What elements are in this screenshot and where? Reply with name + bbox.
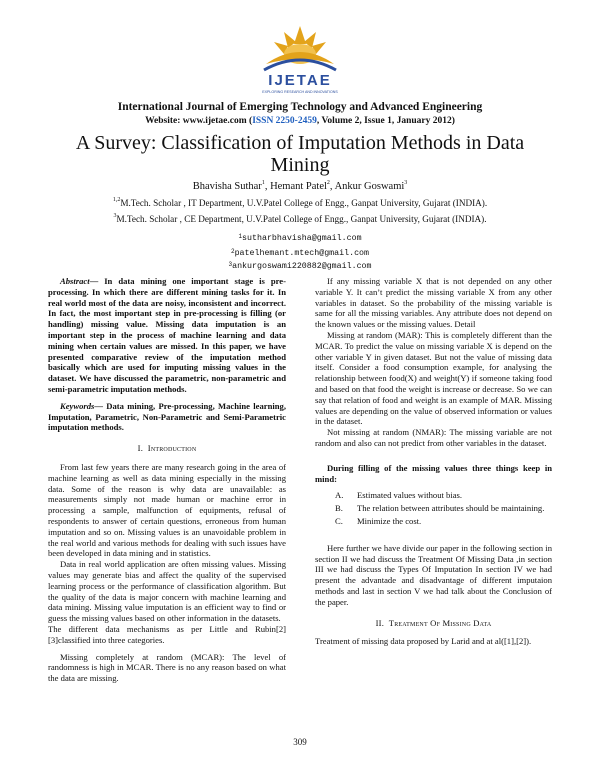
section-number: I. [137, 443, 144, 454]
outline-paragraph: Here further we have divide our paper in the following section in section II we had discuss the Treatment Of Missing Data ,in section III we had discuss the Types Of Imputation In section IV we had present the advantade and disadvantage of different imputaion methods and last in section V we had talk about the Conclusion of the paper. [315, 542, 552, 607]
title-line-2: Mining [270, 154, 330, 176]
website-prefix: Website: www.ijetae.com ( [145, 116, 253, 126]
intro-paragraph-3: The different data mechanisms as per Little and Rubin[2][3]classified into three categories. [48, 623, 286, 645]
journal-logo [254, 20, 346, 100]
list-item [315, 490, 552, 501]
author-sup: 1 [261, 180, 265, 186]
nmar-paragraph: Not missing at random (NMAR): The missing variable are not random and also can not predict from other variables in the dataset. [315, 427, 552, 448]
list-item [315, 516, 552, 527]
affiliation-text: M.Tech. Scholar , CE Department, U.V.Patel College of Engg., Ganpat University, Gujarat (INDIA). [116, 214, 487, 224]
author-sup: 3 [404, 180, 408, 186]
website-suffix: , Volume 2, Issue 1, January 2012) [316, 116, 455, 126]
author-list [0, 181, 600, 192]
keywords-label: Keywords [60, 400, 95, 411]
affiliation-sup: 3 [113, 213, 117, 219]
left-column [48, 276, 286, 684]
page-number: 309 [293, 737, 307, 747]
list-item [315, 503, 552, 514]
section-heading-introduction [48, 443, 286, 454]
email-2 [0, 249, 600, 258]
email-address[interactable]: patelhemant.mtech@gmail.com [234, 249, 370, 258]
abstract-label: Abstract [60, 276, 90, 286]
email-3 [0, 262, 600, 271]
email-address[interactable]: sutharbhavisha@gmail.com [242, 234, 362, 243]
list-label: A. [335, 490, 344, 501]
affiliation-1 [0, 198, 600, 208]
author-name: Bhavisha Suthar [192, 181, 262, 192]
list-label: B. [335, 503, 343, 514]
section-title: Treatment Of Missing Data [388, 617, 492, 628]
right-column [315, 276, 552, 647]
section-heading-treatment [315, 618, 552, 629]
section-title: Introduction [147, 443, 197, 454]
affiliation-2 [0, 214, 600, 224]
affiliation-text: M.Tech. Scholar , IT Department, U.V.Patel College of Engg., Ganpat University, Gujarat (INDIA). [120, 198, 488, 208]
abstract-text: — In data mining one important stage is pre-processing. In which there are different mining tasks for it. In real world most of the data are noisy, inconsistent and incorrect. In fact, the most important step in pre-processing is filling (or handling) missing value. Missing data imputation is an important step in the process of machine learning and data mining when certain values are missed. In this paper, we have presented comparative review of the imputation method basically which are used for imputing missing values in the dataset. We have discussed the parametric, non-parametric and semi-parametric imputation methods. [48, 276, 286, 394]
journal-name: International Journal of Emerging Technology and Advanced Engineering [117, 101, 483, 113]
email-sup: 2 [230, 248, 235, 255]
filling-list [315, 490, 552, 526]
list-label: C. [335, 515, 343, 526]
author-separator: , [329, 181, 335, 192]
intro-paragraph-1: From last few years there are many research going in the area of machine learning as well as data mining especially in the missing data. Some of the reason is why data are unavailable: as measurements simply not made human or machine error in processing a sample, malfunction of equipments, refusal of respondents to answer of certain questions, erroneous from human imputation and so on. Missing values is an unavoidable problem in the real world and various methods for dealing with such issues have been developed in data mining and in statistics. [48, 461, 286, 559]
intro-paragraph-4: Missing completely at random (MCAR): The level of randomness is high in MCAR. There is no any reason based on what the data are missing. [48, 651, 286, 684]
email-address[interactable]: ankurgoswami220882@gmail.com [232, 262, 372, 271]
logo-text: IJETAE [268, 72, 332, 89]
email-1 [0, 234, 600, 243]
logo-tagline: EXPLORING RESEARCH AND INNOVATIONS [262, 90, 338, 94]
list-text: Estimated values without bias. [357, 490, 463, 501]
mcar-paragraph: If any missing variable X that is not depended on any other variable Y. It can’t predict the missing variable X from any other variables in dataset. So the probability of the missing variable is same for all the missing variables. Any attribute does not depend on the known values or the missing values. Detail [315, 276, 552, 330]
author-sup: 2 [326, 180, 330, 186]
filling-lead: During filling of the missing values three things keep in mind: [315, 462, 552, 484]
list-text: Minimize the cost. [357, 515, 422, 526]
paper-title [40, 132, 560, 176]
journal-website-line [0, 116, 600, 126]
title-line-1: A Survey: Classification of Imputation Methods in Data [75, 132, 525, 154]
affiliation-sup: 1,2 [112, 197, 121, 203]
keywords-text: — Data mining, Pre-processing, Machine learning, Imputation, Parametric, Non-Parametric and Semi-Parametric imputation methods. [48, 400, 286, 433]
email-sup: 1 [238, 233, 243, 240]
treatment-paragraph: Treatment of missing data proposed by Larid and at al([1],[2]). [315, 636, 532, 647]
list-text: The relation between attributes should be maintaining. [357, 503, 545, 514]
issn-link[interactable]: ISSN 2250-2459 [252, 116, 317, 126]
email-sup: 3 [228, 261, 233, 268]
author-separator: , [264, 181, 271, 192]
intro-paragraph-2: Data in real world application are often missing values. Missing values may generate bias and affect the quality of the supervised learning process or the performance of classification algorithm. But the quality of the data is major concern with machine learning and data mining. Missing value imputation is an efficient way to find or guess the missing values based on other information in the datasets. [48, 559, 286, 624]
author-name: Ankur Goswami [334, 181, 405, 192]
section-number: II. [375, 617, 385, 628]
author-name: Hemant Patel [270, 181, 327, 192]
mar-paragraph: Missing at random (MAR): This is completely different than the MCAR. To predict the value on missing variable X is depend on the other variable Y in given dataset. But not the value of missing data itself. Consider a food consumption example, for analysing the relationship between food(X) and weight(Y) if someone taking food and based on that food the weight is increase or decrease. So we can say that relation of food and weight is an example of MAR. Missing values are depending on the value of observed information or values in the dataset. [315, 329, 552, 427]
keywords [48, 401, 286, 433]
abstract [48, 276, 286, 395]
